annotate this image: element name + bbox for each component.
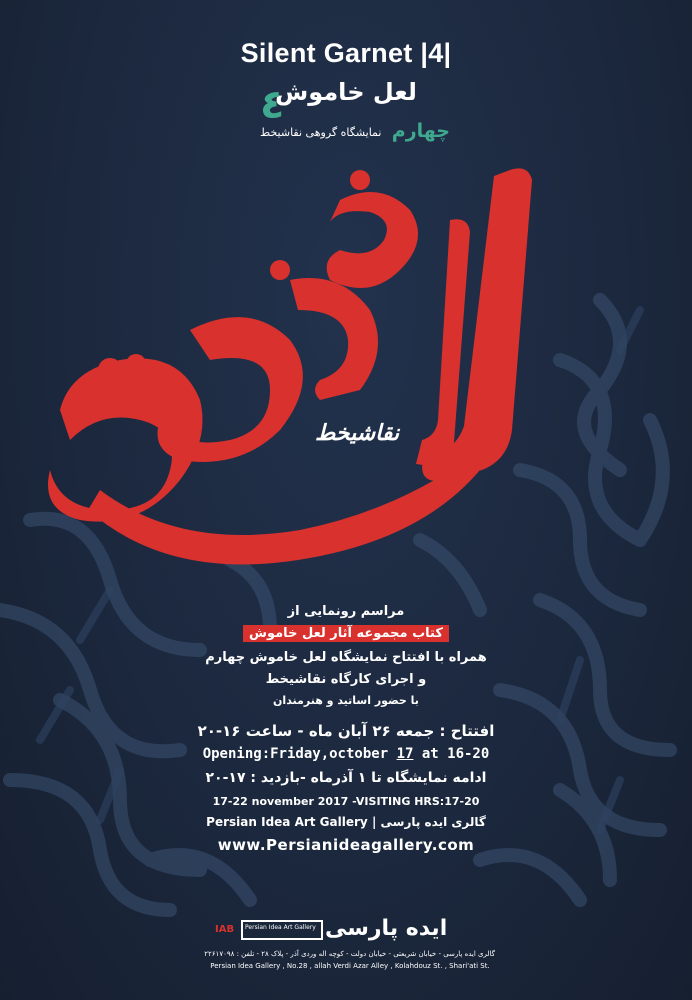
invitation-line-5: با حضور اساتید و هنرمندان [273, 694, 419, 707]
title-english: Silent Garnet |4| [240, 38, 452, 68]
address-persian: گالری ایده پارسی - خیابان شریعتی - خیابان دولت - کوچه اله وردی آذر - پلاک ۲۸ - تلفن : ۲۲۶۱۷۰۹۸ [204, 950, 495, 958]
subtitle-row [260, 118, 450, 148]
invitation-line-4: و اجرای کارگاه نقاشیخط [265, 672, 427, 687]
logo-prefix: IAB [215, 924, 235, 935]
gallery-separator: | [371, 815, 377, 829]
gallery-line [0, 815, 692, 829]
continue-persian: ادامه نمایشگاه تا ۱ آذرماه -بازدید : ۱۷-۲۰ [205, 770, 487, 786]
logo-english-small: Persian Idea Art Gallery [245, 924, 316, 931]
invitation-line-2-wrap [0, 626, 692, 641]
website-link[interactable]: www.Persianideagallery.com [217, 836, 475, 854]
invitation-line-3: همراه با افتتاح نمایشگاه لعل خاموش چهارم [205, 650, 487, 665]
opening-english [0, 746, 692, 762]
opening-english-day: 17 [396, 746, 414, 762]
subtitle-persian: چهارم [391, 120, 450, 142]
continue-english: 17-22 november 2017 -VISITING HRS:17-20 [212, 795, 480, 808]
main-calligraphy-artwork [40, 160, 560, 580]
opening-english-prefix: Opening:Friday,october [202, 746, 389, 762]
side-calligraphy-label: نقاشیخط [315, 420, 400, 446]
title-persian: لعل خاموش [275, 78, 417, 106]
subtitle-small-persian: نمایشگاه گروهی نقاشیخط [260, 126, 382, 139]
invitation-line-1: مراسم رونمایی از [287, 604, 405, 619]
logo-persian: ایده پارسی [325, 916, 448, 941]
opening-english-suffix: at 16-20 [421, 746, 490, 762]
edition-number: ٤ [260, 82, 285, 128]
gallery-logo [215, 916, 485, 944]
gallery-english: Persian Idea Art Gallery [206, 815, 368, 829]
invitation-line-2: کتاب مجموعه آثار لعل خاموش [243, 625, 449, 642]
gallery-persian: گالری ایده پارسی [380, 815, 486, 829]
address-english: Persian Idea Gallery , No.28 , allah Verdi Azar Alley , Kolahdouz St. , Shari'ati St. [210, 962, 490, 970]
opening-persian: افتتاح : جمعه ۲۶ آبان ماه - ساعت ۱۶-۲۰ [197, 722, 495, 740]
